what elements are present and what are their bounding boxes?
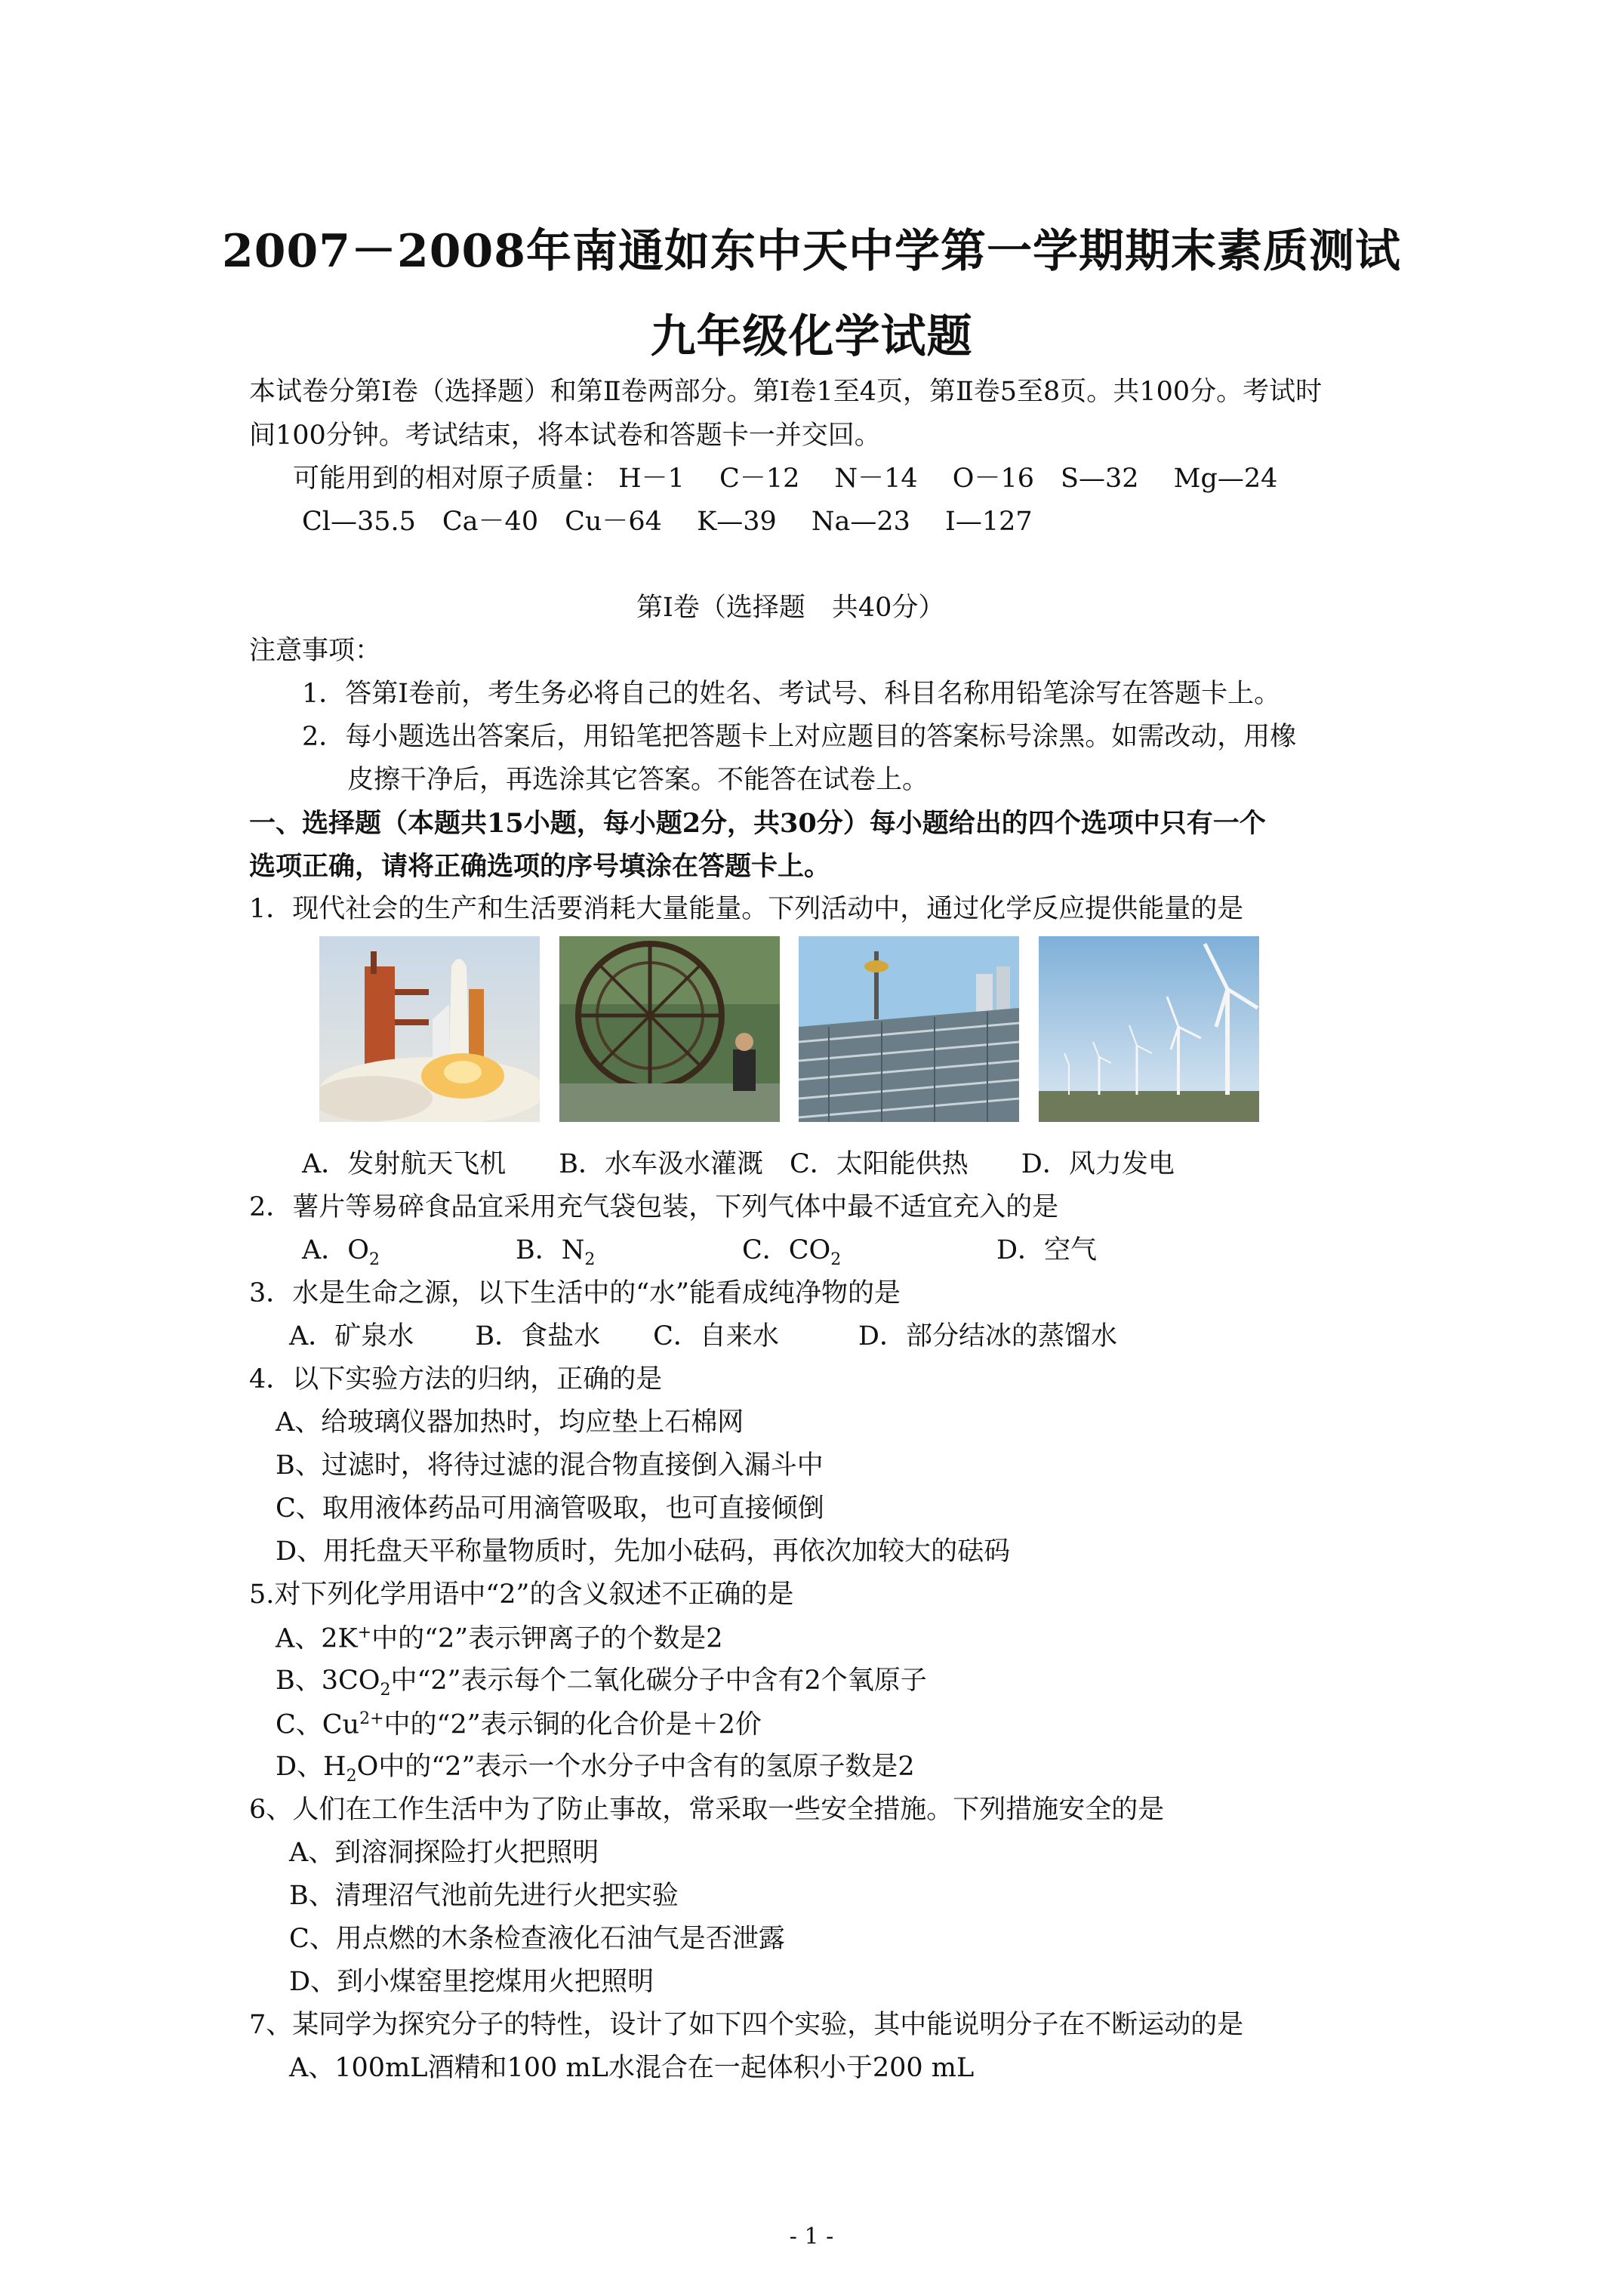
intro-text: 间100分钟。考试结束，将本试卷和答题卡一并交回。 (249, 421, 881, 451)
option-a: A、100mL酒精和100 mL水混合在一起体积小于200 mL (289, 2053, 975, 2083)
page-number: - 1 - (789, 2224, 834, 2250)
option-d: D．空气 (996, 1235, 1098, 1265)
option-a: A．$O_2$ (302, 1235, 380, 1269)
question-stem: 7、某同学为探究分子的特性，设计了如下四个实验，其中能说明分子在不断运动的是 (249, 2010, 1244, 2040)
question-stem: 4．以下实验方法的归纳，正确的是 (249, 1364, 663, 1395)
question-stem: 6、人们在工作生活中为了防止事故，常采取一些安全措施。下列措施安全的是 (249, 1795, 1165, 1825)
option-b: B、$3CO_2$中“2”表示每个二氧化碳分子中含有2个氧原子 (276, 1666, 927, 1700)
section-header: 第Ⅰ卷（选择题 共40分） (636, 593, 945, 623)
waterwheel-irrigation-image (559, 936, 780, 1122)
atomic-mass-list: Cl—35.5 Ca－40 Cu－64 K—39 Na—23 I—127 (302, 507, 1033, 537)
option-a: A、到溶洞探险打火把照明 (289, 1838, 599, 1868)
wind-turbines-image (1039, 936, 1259, 1122)
option-c: C．$CO_2$ (742, 1235, 842, 1269)
option-d: D、$H_2O$中的“2”表示一个水分子中含有的氢原子数是2 (276, 1752, 915, 1786)
space-shuttle-launch-image (319, 936, 540, 1122)
option-a: A、2K+中的“2”表示钾离子的个数是2 (276, 1623, 723, 1654)
atomic-mass-list: 可能用到的相对原子质量： H－1 C－12 N－14 O－16 S—32 Mg—24 (293, 464, 1278, 494)
option-b: B、过滤时，将待过滤的混合物直接倒入漏斗中 (276, 1450, 824, 1481)
part-heading: 选项正确，请将正确选项的序号填涂在答题卡上。 (249, 851, 831, 882)
exam-subtitle: 九年级化学试题 (650, 310, 973, 363)
notes-label: 注意事项： (249, 636, 382, 666)
option-c: C、用点燃的木条检查液化石油气是否泄露 (289, 1924, 785, 1954)
solar-water-heater-image (799, 936, 1019, 1122)
question-stem: 2．薯片等易碎食品宜采用充气袋包装，下列气体中最不适宜充入的是 (249, 1192, 1059, 1222)
option-c: C、取用液体药品可用滴管吸取，也可直接倾倒 (276, 1493, 824, 1524)
intro-text: 本试卷分第Ⅰ卷（选择题）和第Ⅱ卷两部分。第Ⅰ卷1至4页，第Ⅱ卷5至8页。共100分。考试时 (249, 377, 1323, 407)
option-b: B、清理沼气池前先进行火把实验 (289, 1881, 679, 1911)
option-d: D、到小煤窑里挖煤用火把照明 (289, 1967, 654, 1997)
part-heading: 一、选择题（本题共15小题，每小题2分，共30分）每小题给出的四个选项中只有一个 (249, 808, 1266, 839)
option-a: A、给玻璃仪器加热时，均应垫上石棉网 (276, 1407, 744, 1438)
question-stem: 1．现代社会的生产和生活要消耗大量能量。下列活动中，通过化学反应提供能量的是 (249, 894, 1244, 924)
note-item: 2．每小题选出答案后，用铅笔把答题卡上对应题目的答案标号涂黑。如需改动，用橡 (302, 722, 1297, 752)
question-options: A．矿泉水 B．食盐水 C．自来水 D．部分结冰的蒸馏水 (289, 1321, 1117, 1351)
question-options: A．发射航天飞机 B．水车汲水灌溉 C．太阳能供热 D．风力发电 (302, 1149, 1175, 1179)
note-item: 皮擦干净后，再选涂其它答案。不能答在试卷上。 (347, 765, 929, 795)
option-c: C、$Cu^{2+}$中的“2”表示铜的化合价是＋2价 (276, 1709, 762, 1740)
question-stem: 3．水是生命之源，以下生活中的“水”能看成纯净物的是 (249, 1278, 901, 1308)
note-item: 1．答第Ⅰ卷前，考生务必将自己的姓名、考试号、科目名称用铅笔涂写在答题卡上。 (302, 679, 1281, 709)
option-d: D、用托盘天平称量物质时，先加小砝码，再依次加较大的砝码 (276, 1536, 1011, 1567)
option-b: B．$N_2$ (516, 1235, 596, 1269)
question-stem: 5.对下列化学用语中“2”的含义叙述不正确的是 (249, 1579, 794, 1610)
exam-title: 2007－2008年南通如东中天中学第一学期期末素质测试 (222, 225, 1401, 278)
